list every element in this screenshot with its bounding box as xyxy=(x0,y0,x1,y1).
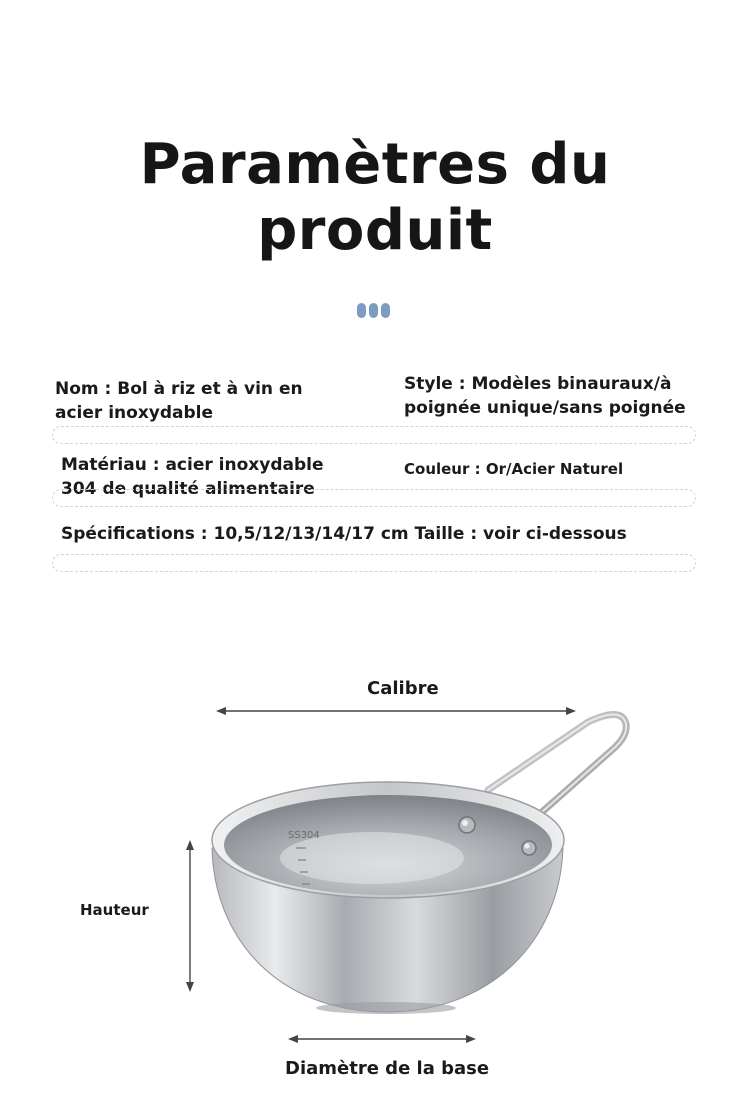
page-title-line2: produit xyxy=(257,198,493,263)
base-diameter-arrow xyxy=(288,1035,476,1043)
caliber-label: Calibre xyxy=(367,678,439,699)
param-color-line1: Couleur : Or/Acier Naturel xyxy=(404,460,624,478)
rivet-right-shine xyxy=(524,843,529,848)
bowl-base xyxy=(316,1002,456,1014)
base-diameter-label: Diamètre de la base xyxy=(285,1058,490,1079)
param-name-line1: Nom : Bol à riz et à vin en xyxy=(55,379,303,399)
param-material-line1: Matériau : acier inoxydable xyxy=(61,455,324,475)
param-name-line2: acier inoxydable xyxy=(55,403,214,423)
rivet-right-icon xyxy=(522,841,536,855)
page-title-line1: Paramètres du xyxy=(139,132,611,197)
param-material-line2: 304 de qualité alimentaire xyxy=(61,479,315,499)
param-style-line2: poignée unique/sans poignée xyxy=(404,398,686,418)
caliber-arrow xyxy=(216,707,576,715)
rivet-left-shine xyxy=(462,820,468,826)
param-style-line1: Style : Modèles binauraux/à xyxy=(404,374,672,394)
height-label: Hauteur xyxy=(80,901,149,919)
height-arrow xyxy=(186,840,194,992)
param-specs-line1: Spécifications : 10,5/12/13/14/17 cm Taille : voir ci-dessous xyxy=(61,524,627,544)
engraving-text: SS304 xyxy=(288,830,320,841)
